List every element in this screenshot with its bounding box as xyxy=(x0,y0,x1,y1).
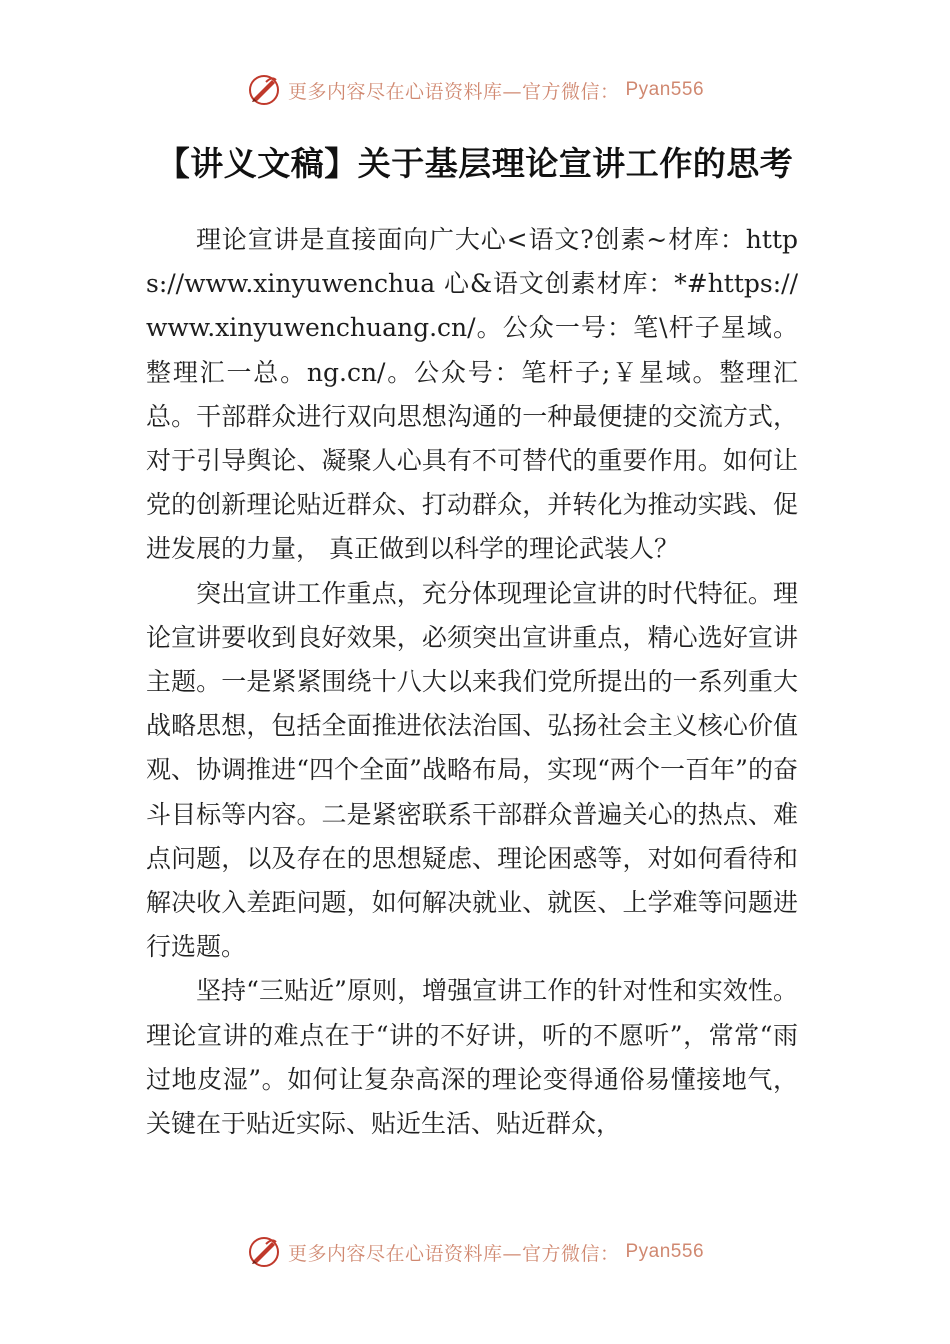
red-pen-logo-icon xyxy=(246,72,282,108)
header-banner[interactable] xyxy=(0,72,950,108)
footer-banner[interactable] xyxy=(0,1234,950,1270)
footer-banner-text: 更多内容尽在心语资料库—官方微信： xyxy=(287,1242,620,1265)
red-pen-logo-icon xyxy=(246,1234,282,1270)
paragraph-2: 突出宣讲工作重点，充分体现理论宣讲的时代特征。理论宣讲要收到良好效果，必须突出宣讲重点，精心选好宣讲主题。一是紧紧围绕十八大以来我们党所提出的一系列重大战略思想，包括全面推进依法治国、弘扬社会主义核心价值观、协调推进“四个全面”战略布局，实现“两个一百年”的奋斗目标等内容。二是紧密联系干部群众普遍关心的热点、难点问题，以及存在的思想疑虑、理论困惑等，对如何看待和解决收入差距问题，如何解决就业、就医、上学难等问题进行选题。 xyxy=(146,578,798,962)
footer-banner-wechat-id: Pyan556 xyxy=(625,1241,705,1262)
header-banner-wechat-id: Pyan556 xyxy=(625,79,705,100)
document-body xyxy=(146,218,798,1146)
paragraph-3: 坚持“三贴近”原则，增强宣讲工作的针对性和实效性。理论宣讲的难点在于“讲的不好讲，听的不愿听”，常常“雨过地皮湿”。如何让复杂高深的理论变得通俗易懂接地气，关键在于贴近实际、贴近生活、贴近群众， xyxy=(146,976,798,1139)
document-title: 【讲义文稿】关于基层理论宣讲工作的思考 xyxy=(156,144,794,183)
paragraph-1: 理论宣讲是直接面向广大心<语文?创素~材库：https://www.xinyuwenchua 心&语文创素材库：*#https://www.xinyuwenchuang.cn/。公众一号：笔\杆子星域。整理汇一总。ng.cn/。公众号：笔杆子;￥星域。整理汇总。干部群众进行双向思想沟通的一种最便捷的交流方式，对于引导舆论、凝聚人心具有不可替代的重要作用。如何让党的创新理论贴近群众、打动群众，并转化为推动实践、促进发展的力量， 真正做到以科学的理论武装人？ xyxy=(146,225,798,564)
header-banner-text: 更多内容尽在心语资料库—官方微信： xyxy=(287,80,620,103)
